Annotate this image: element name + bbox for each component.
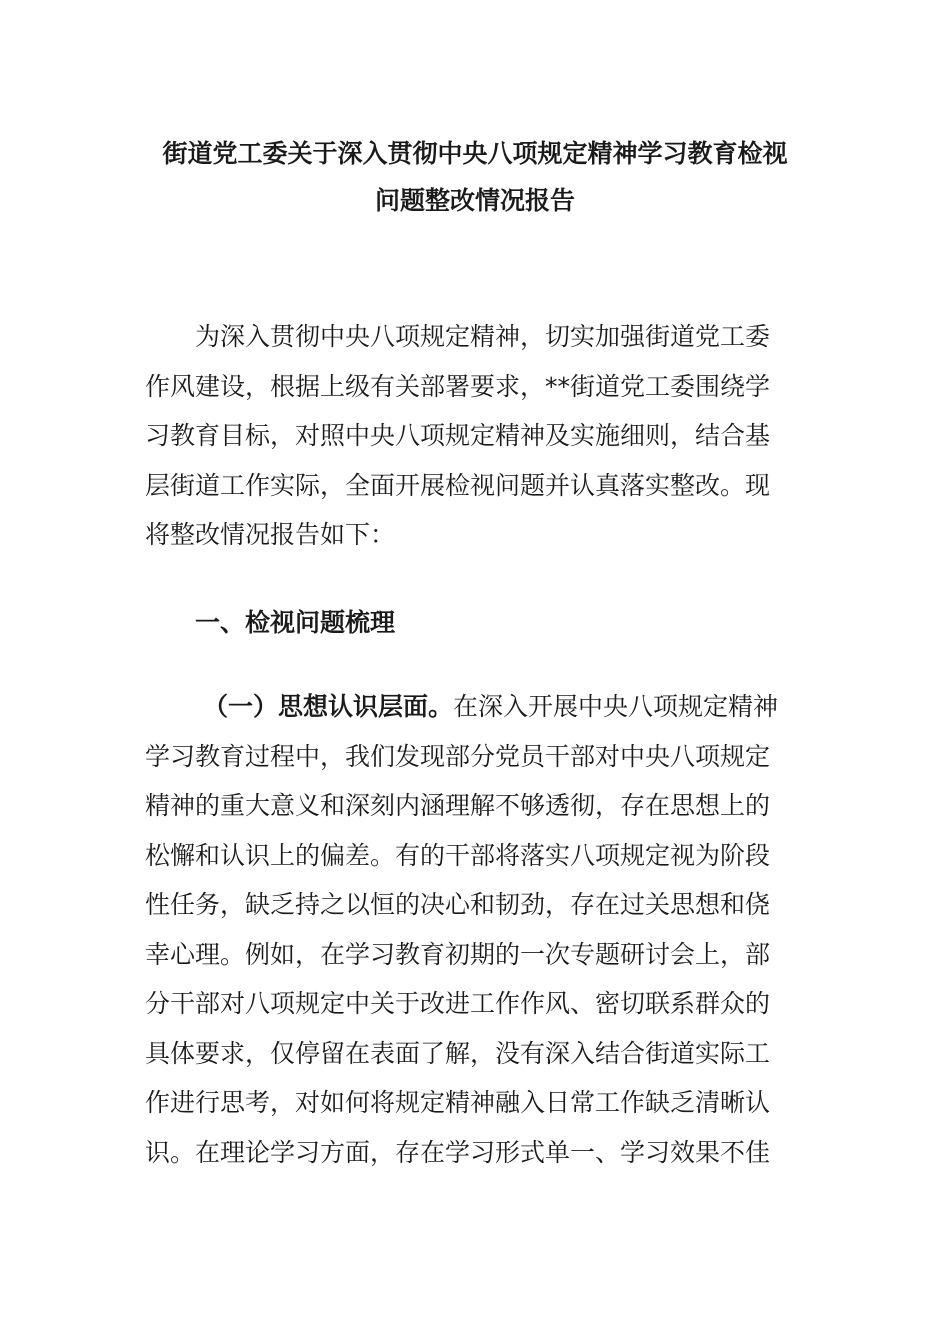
intro-paragraph xyxy=(145,312,790,560)
subsection-line: 性任务，缺乏持之以恒的决心和韧劲，存在过关思想和侥 xyxy=(145,890,771,919)
subsection-first-line-rest: 在深入开展中央八项规定精神 xyxy=(453,692,779,721)
section-heading: 一、检视问题梳理 xyxy=(195,608,396,637)
subsection-line: 作进行思考，对如何将规定精神融入日常工作缺乏清晰认 xyxy=(145,1088,771,1117)
subsection-first-line xyxy=(145,682,790,732)
intro-line: 将整改情况报告如下： xyxy=(145,520,396,549)
subsection-lead: （一）思想认识层面。 xyxy=(203,692,454,721)
title-line-1: 街道党工委关于深入贯彻中央八项规定精神学习教育检视 xyxy=(162,139,788,168)
subsection-line: 精神的重大意义和深刻内涵理解不够透彻，存在思想上的 xyxy=(145,791,771,820)
document-title xyxy=(145,130,805,224)
subsection-paragraph xyxy=(145,682,790,1177)
subsection-line: 分干部对八项规定中关于改进工作作风、密切联系群众的 xyxy=(145,989,771,1018)
intro-line: 习教育目标，对照中央八项规定精神及实施细则，结合基 xyxy=(145,421,771,450)
subsection-line: 松懈和认识上的偏差。有的干部将落实八项规定视为阶段 xyxy=(145,840,771,870)
intro-line: 为深入贯彻中央八项规定精神，切实加强街道党工委 xyxy=(195,322,771,351)
subsection-line: 幸心理。例如，在学习教育初期的一次专题研讨会上，部 xyxy=(145,939,771,969)
title-line-2: 问题整改情况报告 xyxy=(374,186,575,215)
subsection-line: 具体要求，仅停留在表面了解，没有深入结合街道实际工 xyxy=(145,1038,771,1068)
subsection-line: 识。在理论学习方面，存在学习形式单一、学习效果不佳 xyxy=(145,1137,771,1167)
subsection-line: 学习教育过程中，我们发现部分党员干部对中央八项规定 xyxy=(145,741,771,771)
intro-line: 作风建设，根据上级有关部署要求，**街道党工委围绕学 xyxy=(145,371,771,401)
intro-line: 层街道工作实际，全面开展检视问题并认真落实整改。现 xyxy=(145,470,771,500)
